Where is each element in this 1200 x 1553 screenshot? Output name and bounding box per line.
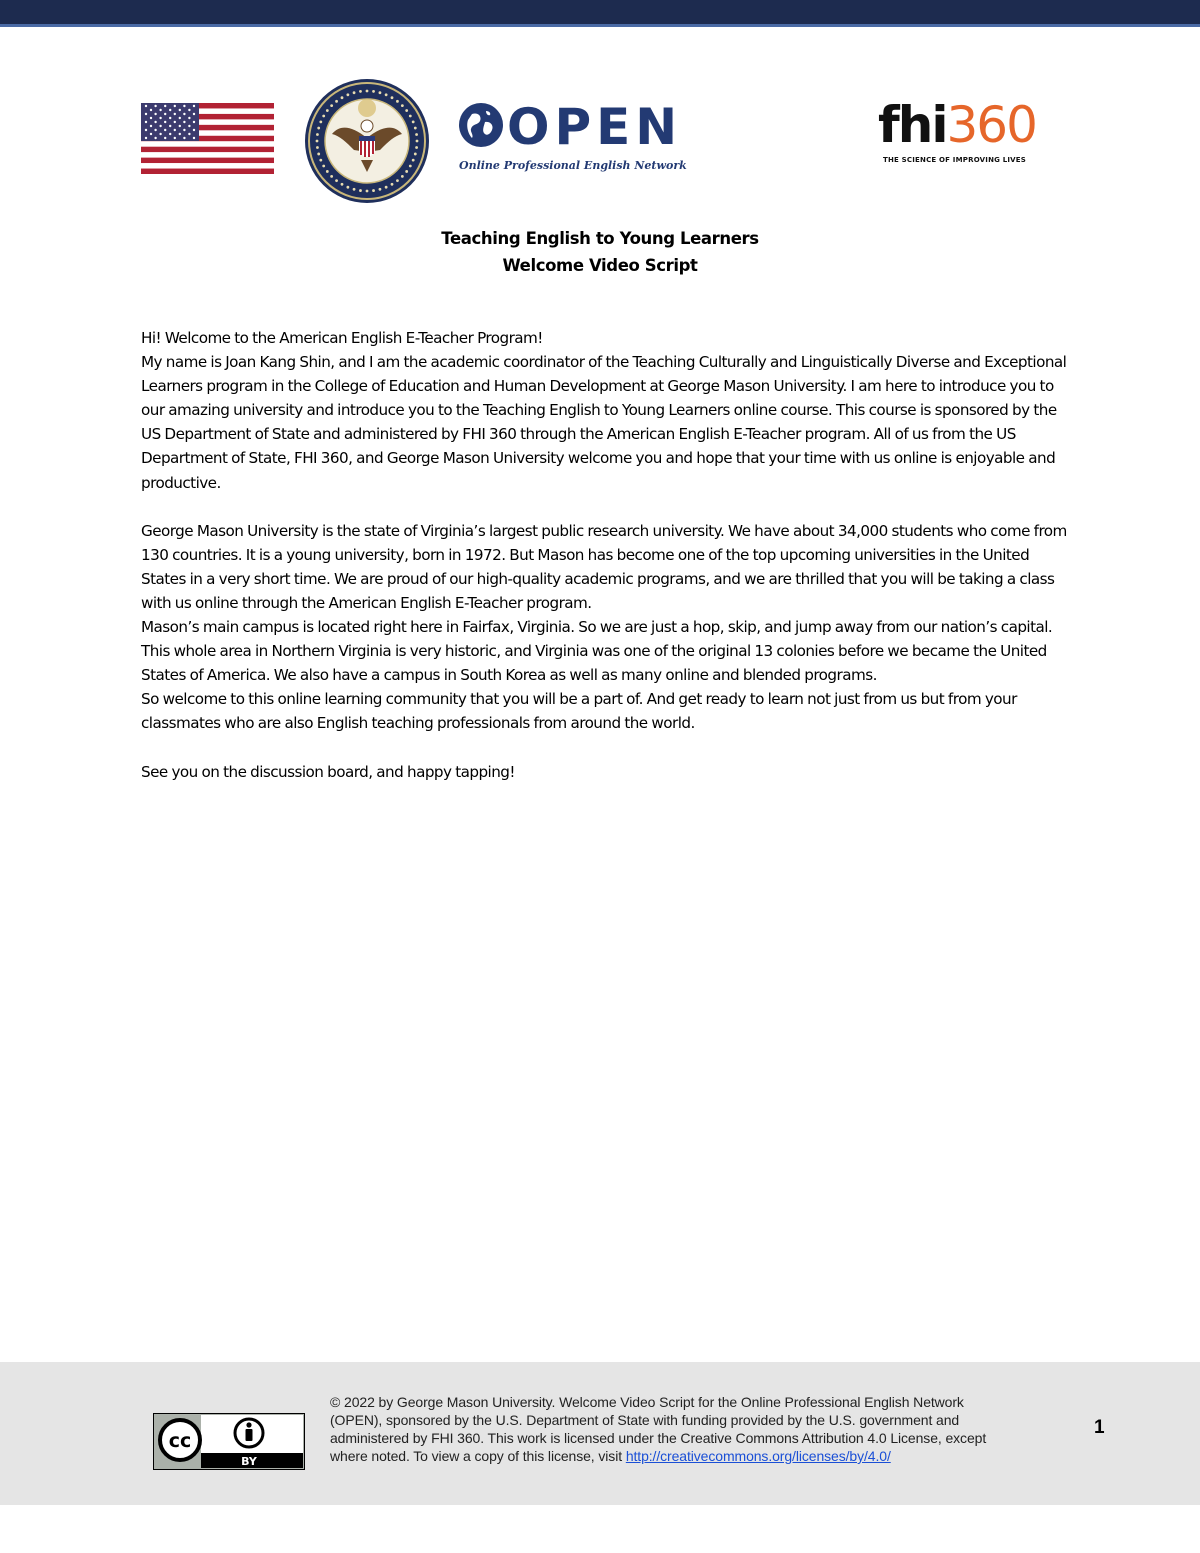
top-banner-accent-line xyxy=(0,24,1200,27)
cc-by-license-icon[interactable] xyxy=(153,1413,305,1470)
copyright-text: © 2022 by George Mason University. Welcome Video Script for the Online Professional English Network (OPEN), sponsored by the U.S. Department of State with funding provided by the U.S. government and administered by FHI 360. This work is licensed under the Creative Commons Attribution 4.0 License, except where noted. To view a copy of this license, visit xyxy=(330,1394,987,1464)
paragraph-community: So welcome to this online learning community that you will be a part of. And get ready to learn not just from us but from your classmates who are also English teaching professionals from around the world. xyxy=(141,690,1017,733)
greeting-line: Hi! Welcome to the American English E-Teacher Program! xyxy=(141,329,543,347)
paragraph-campus: Mason’s main campus is located right here in Fairfax, Virginia. So we are just a hop, skip, and jump away from our nation’s capital. This whole area in Northern Virginia is very historic, and Virginia was one of the original 13 colonies before we became the United States of America. We also have a campus in South Korea as well as many online and blended programs. xyxy=(141,618,1053,685)
script-body xyxy=(141,326,1076,784)
department-of-state-seal-icon xyxy=(304,78,430,204)
closing-line: See you on the discussion board, and happy tapping! xyxy=(141,762,515,781)
copyright-notice xyxy=(330,1393,1010,1465)
fhi360-logo xyxy=(878,96,1036,170)
license-link[interactable]: http://creativecommons.org/licenses/by/4.0/ xyxy=(625,1448,891,1464)
fhi-wordmark-part: fhi xyxy=(878,96,947,154)
open-logo xyxy=(458,98,687,180)
fhi360-wordmark xyxy=(878,98,1036,152)
page-number: 1 xyxy=(1094,1417,1105,1438)
fhi360-tagline: THE SCIENCE OF IMPROVING LIVES xyxy=(883,156,1027,164)
document-title: Teaching English to Young Learners xyxy=(441,229,759,248)
paragraph-university: George Mason University is the state of Virginia’s largest public research university. We have about 34,000 students who come from 130 countries. It is a young university, born in 1972. But Mason has become one of the top upcoming universities in the United States in a very short time. We are proud of our high-quality academic programs, and we are thrilled that you will be taking a class with us online through the American English E-Teacher program. xyxy=(141,521,1067,612)
cc-label: cc xyxy=(168,1430,192,1452)
globe-icon xyxy=(458,102,504,148)
open-wordmark: OPEN xyxy=(507,98,683,156)
top-banner-bar xyxy=(0,0,1200,24)
document-subtitle: Welcome Video Script xyxy=(502,256,698,275)
fhi-360-wordmark-part: 360 xyxy=(946,96,1036,154)
us-flag-icon xyxy=(141,103,274,174)
by-label: BY xyxy=(241,1455,257,1468)
paragraph-introduction: My name is Joan Kang Shin, and I am the academic coordinator of the Teaching Culturally and Linguistically Diverse and Exceptional Learners program in the College of Education and Human Development at George Mason University. I am here to introduce you to our amazing university and introduce you to the Teaching English to Young Learners online course. This course is sponsored by the US Department of State and administered by FHI 360 through the American English E-Teacher program. All of us from the US Department of State, FHI 360, and George Mason University welcome you and hope that your time with us online is enjoyable and productive. xyxy=(141,353,1067,492)
open-subtitle: Online Professional English Network xyxy=(459,159,687,172)
